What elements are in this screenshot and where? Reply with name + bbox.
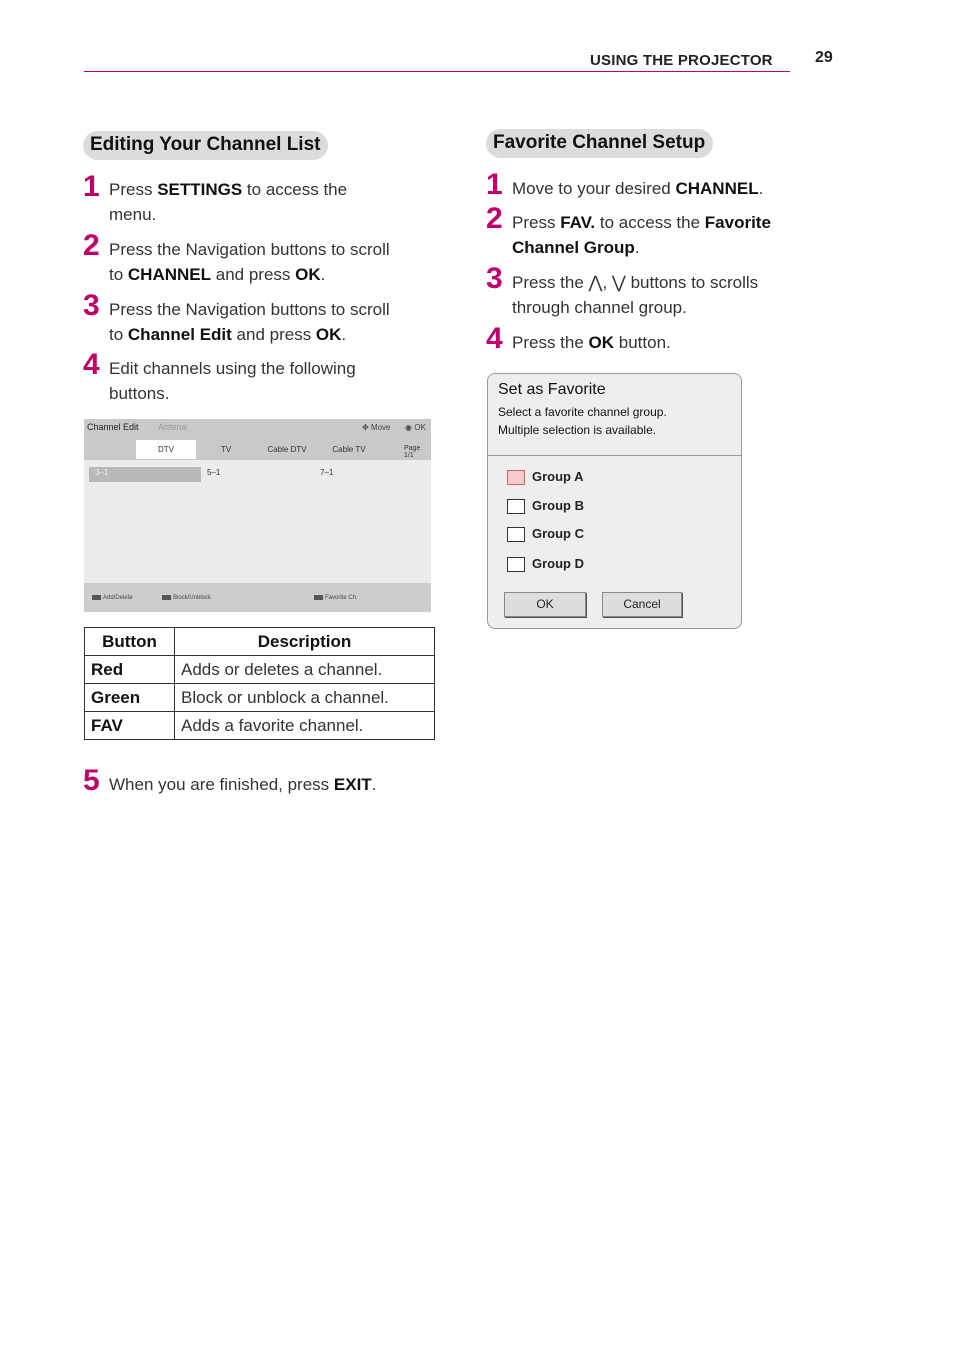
group-b-label: Group B [532, 498, 584, 513]
page-number: 29 [815, 49, 833, 66]
page-indicator: Page 1/1 [404, 445, 421, 459]
key-block-unblock: Block/Unblock [162, 595, 211, 601]
step-text: When you are finished, press EXIT. [109, 775, 377, 794]
dialog-divider [488, 455, 741, 456]
button-description: Adds a favorite channel. [175, 712, 435, 740]
tab-cable-tv[interactable]: Cable TV [332, 445, 366, 454]
ok-button[interactable]: OK [504, 592, 586, 617]
red-key-icon [92, 595, 101, 600]
header-rule [84, 71, 790, 72]
dialog-instruction: Multiple selection is available. [498, 423, 657, 437]
step-number: 3 [486, 262, 503, 295]
step-text: Press the ⋀, ⋁ buttons to scrolls through channel group. [512, 273, 759, 317]
tab-dtv[interactable]: DTV [136, 440, 196, 459]
step-text: Move to your desired CHANNEL. [512, 179, 764, 198]
move-hint: ✥ Move [362, 423, 391, 432]
dialog-title: Set as Favorite [498, 381, 606, 398]
key-favorite: Favorite Ch. [314, 595, 358, 601]
step-text: Press the Navigation buttons to scroll to CHANNEL and press OK. [109, 240, 390, 284]
step-number: 4 [83, 348, 100, 381]
button-name: Green [85, 684, 175, 712]
group-c-checkbox[interactable] [507, 527, 525, 542]
group-d-label: Group D [532, 556, 584, 571]
cancel-button[interactable]: Cancel [602, 592, 682, 617]
column-header: Description [175, 628, 435, 656]
step-number: 1 [83, 170, 100, 203]
table-header-row [85, 628, 435, 656]
table-row [85, 656, 435, 684]
group-c-label: Group C [532, 526, 584, 541]
step-number: 4 [486, 322, 503, 355]
move-icon: ✥ [362, 423, 369, 432]
button-table [84, 627, 435, 740]
channel-edit-title: Channel Edit [87, 422, 139, 432]
set-as-favorite-dialog [487, 373, 742, 629]
table-row [85, 712, 435, 740]
step-text: Press the Navigation buttons to scroll to Channel Edit and press OK. [109, 300, 390, 344]
group-a-label: Group A [532, 469, 584, 484]
dialog-instruction: Select a favorite channel group. [498, 405, 667, 419]
fav-key-icon [314, 595, 323, 600]
tab-cable-dtv[interactable]: Cable DTV [267, 445, 307, 454]
table-row [85, 684, 435, 712]
step-text: Edit channels using the following buttons. [109, 359, 356, 403]
running-header: USING THE PROJECTOR [590, 52, 773, 69]
section-heading-favorite-setup: Favorite Channel Setup [486, 129, 713, 158]
tab-tv[interactable]: TV [220, 445, 232, 454]
step-number: 1 [486, 168, 503, 201]
channel-item[interactable]: 3–1 [95, 468, 109, 477]
key-add-delete: Add/Delete [92, 595, 133, 601]
section-heading-edit-channels: Editing Your Channel List [83, 131, 328, 160]
step-number: 3 [83, 289, 100, 322]
ok-hint: ◉ OK [405, 423, 426, 432]
group-d-checkbox[interactable] [507, 557, 525, 572]
group-b-checkbox[interactable] [507, 499, 525, 514]
channel-edit-source: Antena [158, 422, 187, 432]
button-name: FAV [85, 712, 175, 740]
step-number: 5 [83, 764, 100, 797]
ok-icon: ◉ [405, 423, 412, 432]
step-number: 2 [83, 229, 100, 262]
column-header: Button [85, 628, 175, 656]
group-a-checkbox[interactable] [507, 470, 525, 485]
step-text: Press SETTINGS to access the menu. [109, 180, 348, 224]
channel-edit-screen [84, 419, 431, 612]
button-name: Red [85, 656, 175, 684]
channel-item[interactable]: 7–1 [320, 468, 334, 477]
step-text: Press FAV. to access the Favorite Channel Group. [512, 213, 771, 257]
channel-item[interactable]: 5–1 [207, 468, 221, 477]
step-number: 2 [486, 202, 503, 235]
button-description: Adds or deletes a channel. [175, 656, 435, 684]
step-text: Press the OK button. [512, 333, 671, 352]
button-description: Block or unblock a channel. [175, 684, 435, 712]
channel-edit-keybar [84, 583, 431, 612]
green-key-icon [162, 595, 171, 600]
